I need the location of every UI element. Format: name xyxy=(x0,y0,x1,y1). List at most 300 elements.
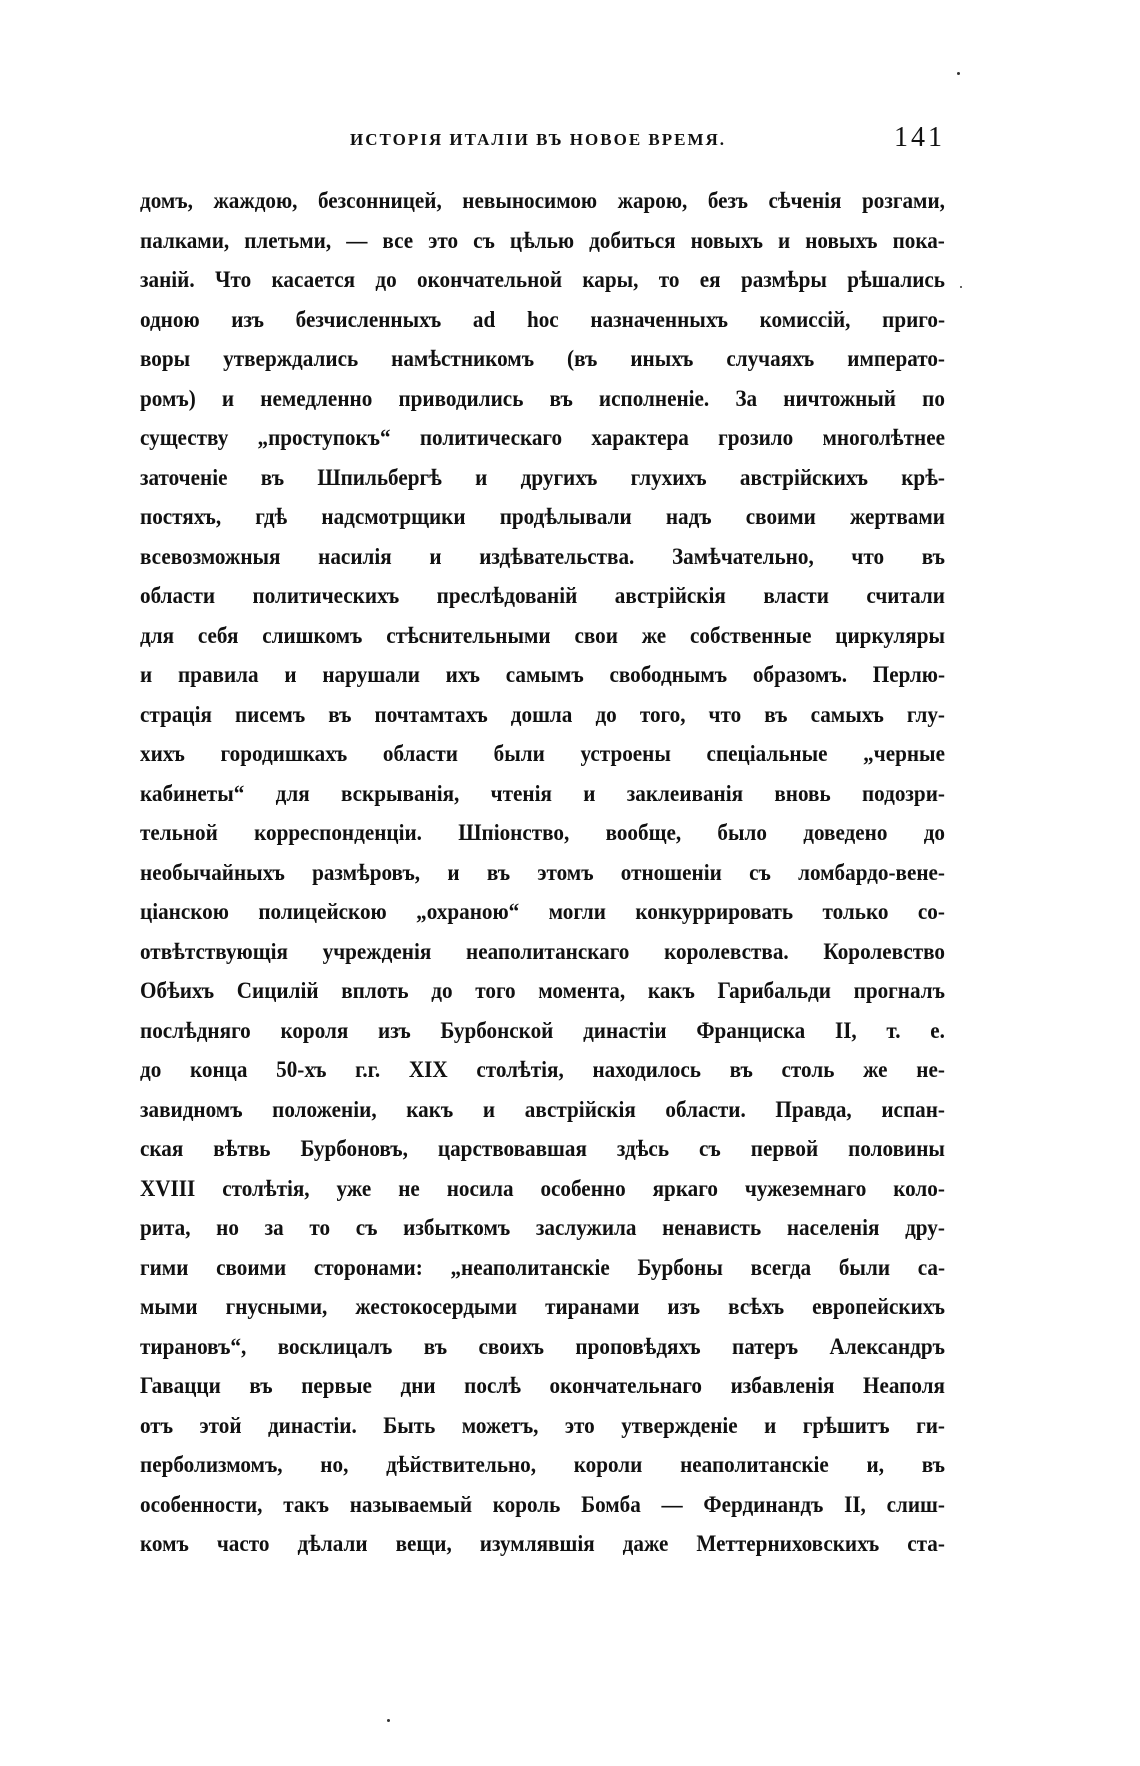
word: но, xyxy=(320,1452,349,1477)
word: образомъ. xyxy=(752,662,848,687)
word: и xyxy=(221,385,235,411)
word: же xyxy=(641,622,667,648)
word: столѣтія, xyxy=(476,1057,564,1082)
word: Фердинандъ xyxy=(703,1491,824,1517)
word: безсонницей, xyxy=(317,188,442,213)
word: устроены xyxy=(580,741,671,766)
word: съ xyxy=(749,859,771,885)
word: изъ xyxy=(667,1294,701,1319)
word: постяхъ, xyxy=(140,504,222,529)
word: приго- xyxy=(882,306,945,332)
word: страція xyxy=(140,701,212,727)
word: II, xyxy=(834,1017,857,1043)
word: корреспонденціи. xyxy=(254,820,422,845)
word: хихъ xyxy=(140,741,185,766)
word: этомъ xyxy=(537,859,594,885)
text-line xyxy=(140,181,945,221)
word: и xyxy=(482,1096,496,1122)
word: изумлявшія xyxy=(479,1531,595,1556)
word: одною xyxy=(140,306,200,332)
word: грѣшитъ xyxy=(802,1412,890,1438)
word: послѣдняго xyxy=(140,1017,251,1043)
word: вещи, xyxy=(395,1531,452,1556)
text-line xyxy=(140,537,945,577)
word: конца xyxy=(189,1057,248,1082)
word: ціанскою xyxy=(140,899,229,924)
word: рита, xyxy=(140,1215,191,1240)
word: называемый xyxy=(349,1491,473,1517)
word: ненависть xyxy=(662,1215,762,1240)
word: были xyxy=(493,741,545,766)
word: дѣлали xyxy=(297,1531,368,1556)
word: положеніи, xyxy=(272,1096,377,1122)
word: грозило xyxy=(718,425,794,450)
word: въ xyxy=(764,701,788,727)
word: перболизмомъ, xyxy=(140,1452,283,1477)
page-number: 141 xyxy=(894,122,945,153)
word: коло- xyxy=(893,1175,945,1201)
text-line xyxy=(140,932,945,972)
word: е. xyxy=(930,1017,945,1043)
word: короля xyxy=(280,1017,349,1043)
word: конкуррировать xyxy=(635,899,794,924)
word: новыхъ xyxy=(690,227,763,253)
word: невыносимою xyxy=(462,188,598,213)
word: неаполитанскіе xyxy=(680,1452,829,1477)
word: своими xyxy=(216,1254,287,1280)
word: тиранами xyxy=(545,1294,640,1319)
text-line xyxy=(140,1327,945,1367)
word: то xyxy=(309,1215,331,1240)
word: стѣснительными xyxy=(386,622,551,648)
word: восклицалъ xyxy=(277,1333,393,1359)
word: са- xyxy=(917,1254,945,1280)
word: дѣйствительно, xyxy=(386,1452,537,1477)
word: ская xyxy=(140,1136,184,1161)
word: въ xyxy=(260,464,285,490)
word: и xyxy=(429,543,442,569)
word: отношеніи xyxy=(620,859,722,885)
word: европейскихъ xyxy=(812,1294,945,1319)
word: даже xyxy=(622,1531,669,1556)
word: императо- xyxy=(847,346,945,371)
word: Александръ xyxy=(829,1333,945,1359)
text-line xyxy=(140,813,945,853)
word: добиться xyxy=(589,227,676,253)
word: первые xyxy=(301,1373,372,1398)
word: области xyxy=(140,583,216,608)
word: тирановъ“, xyxy=(140,1333,247,1359)
word: король xyxy=(492,1491,561,1517)
text-line xyxy=(140,1090,945,1130)
word: заслужила xyxy=(535,1215,637,1240)
text-line xyxy=(140,1406,945,1446)
word: дошла xyxy=(510,701,573,727)
word: того, xyxy=(639,701,686,727)
word: въ xyxy=(921,543,945,569)
word: ломбардо-вене- xyxy=(798,859,945,885)
word: размѣры xyxy=(740,267,827,292)
word: отъ xyxy=(140,1412,174,1438)
text-line xyxy=(140,300,945,340)
word: носила xyxy=(446,1175,514,1201)
word: дру- xyxy=(905,1215,945,1240)
word: политическихъ xyxy=(252,583,400,608)
word: гими xyxy=(140,1254,189,1280)
word: австрійскихъ xyxy=(739,464,868,490)
word: до xyxy=(375,267,397,292)
text-line xyxy=(140,1208,945,1248)
word: жертвами xyxy=(849,504,945,529)
word: глухихъ xyxy=(630,464,707,490)
word: Бурбоны xyxy=(637,1254,723,1280)
text-line xyxy=(140,1011,945,1051)
word: ги- xyxy=(916,1412,945,1438)
word: своихъ xyxy=(478,1333,545,1359)
word: жарою, xyxy=(617,188,688,213)
word: заній. xyxy=(140,267,195,292)
word: себя xyxy=(197,622,239,648)
word: въ xyxy=(328,701,352,727)
word: австрійскія xyxy=(614,583,726,608)
text-line xyxy=(140,892,945,932)
text-line xyxy=(140,1485,945,1525)
word: рѣшались xyxy=(847,267,945,292)
word: слиш- xyxy=(886,1491,945,1517)
word: ихъ xyxy=(445,662,480,687)
word: изъ xyxy=(231,306,264,332)
word: Королевство xyxy=(823,938,945,964)
text-line xyxy=(140,1248,945,1288)
word: Бурбонской xyxy=(440,1017,554,1043)
word: династіи xyxy=(583,1017,667,1043)
word: чужеземнаго xyxy=(744,1175,867,1201)
word: особенности, xyxy=(140,1491,263,1517)
text-line xyxy=(140,221,945,261)
word: утвержденіе xyxy=(621,1412,738,1438)
word: всѣхъ xyxy=(728,1294,785,1319)
word: розгами, xyxy=(861,188,945,213)
word: испан- xyxy=(881,1096,945,1122)
word: комъ xyxy=(140,1531,189,1556)
print-speck xyxy=(960,286,962,288)
word: въ xyxy=(249,1373,273,1398)
text-line xyxy=(140,655,945,695)
word: мыми xyxy=(140,1294,198,1319)
body-text xyxy=(140,181,945,1564)
word: окончательнаго xyxy=(549,1373,703,1398)
word: ad xyxy=(472,306,496,332)
text-line xyxy=(140,616,945,656)
word: въ xyxy=(921,1452,945,1477)
word: размѣровъ, xyxy=(312,859,421,885)
word: собственные xyxy=(690,622,812,648)
word: до xyxy=(923,820,945,845)
word: городишкахъ xyxy=(220,741,348,766)
word: не xyxy=(398,1175,420,1201)
word: За xyxy=(735,385,758,411)
word: неаполитанскаго xyxy=(465,938,630,964)
word: комиссій, xyxy=(759,306,851,332)
print-speck xyxy=(387,1719,390,1722)
word: всевозможныя xyxy=(140,543,281,569)
word: сторонами: xyxy=(313,1254,423,1280)
word: первой xyxy=(750,1136,819,1161)
word: заклеиванія xyxy=(626,780,744,806)
text-line xyxy=(140,1129,945,1169)
word: и, xyxy=(866,1452,885,1477)
word: жаждою, xyxy=(213,188,298,213)
word: нарушали xyxy=(322,662,420,687)
word: жестокосердыми xyxy=(355,1294,518,1319)
word: проповѣдяхъ xyxy=(575,1333,701,1359)
word: „охраною“ xyxy=(416,899,520,924)
word: и xyxy=(583,780,596,806)
word: находилось xyxy=(592,1057,701,1082)
word: короли xyxy=(573,1452,643,1477)
word: австрійскія xyxy=(524,1096,636,1122)
text-line xyxy=(140,1287,945,1327)
word: немедленно xyxy=(260,385,373,411)
word: что xyxy=(708,701,742,727)
word: „черные xyxy=(863,741,945,766)
word: „проступокъ“ xyxy=(257,425,391,450)
text-line xyxy=(140,418,945,458)
word: II, xyxy=(844,1491,866,1517)
word: можетъ, xyxy=(461,1412,539,1438)
word: Франциска xyxy=(696,1017,806,1043)
text-line xyxy=(140,458,945,498)
word: цѣлью xyxy=(509,227,575,253)
word: половины xyxy=(848,1136,945,1161)
word: Перлю- xyxy=(872,662,945,687)
word: вскрыванія, xyxy=(340,780,460,806)
word: Замѣчательно, xyxy=(672,543,814,569)
word: королевства. xyxy=(664,938,789,964)
word: власти xyxy=(763,583,829,608)
running-title: ИСТОРІЯ ИТАЛІИ ВЪ НОВОЕ ВРЕМЯ. xyxy=(350,130,727,149)
word: XIX xyxy=(408,1057,448,1082)
word: случаяхъ xyxy=(726,346,815,371)
word: вообще, xyxy=(605,820,682,845)
word: Бурбоновъ, xyxy=(300,1136,408,1161)
word: считали xyxy=(866,583,945,608)
word: послѣ xyxy=(464,1373,521,1398)
text-line xyxy=(140,1445,945,1485)
word: Гарибальди xyxy=(717,978,831,1003)
word: Меттерниховскихъ xyxy=(696,1531,880,1556)
word: палками, xyxy=(140,227,230,253)
word: 50-хъ xyxy=(276,1057,327,1082)
word: избыткомъ xyxy=(403,1215,511,1240)
word: что xyxy=(851,543,885,569)
word: самыхъ xyxy=(810,701,884,727)
word: избавленія xyxy=(730,1373,835,1398)
text-line xyxy=(140,853,945,893)
word: этой xyxy=(199,1412,242,1438)
text-line xyxy=(140,1524,945,1564)
word: существу xyxy=(140,425,229,450)
word: крѣ- xyxy=(901,464,945,490)
word: иныхъ xyxy=(630,346,694,371)
word: политическаго xyxy=(419,425,563,450)
word: г.г. xyxy=(355,1057,381,1082)
word: окончательной xyxy=(417,267,563,292)
word: приводились xyxy=(398,385,524,411)
word: и xyxy=(475,464,488,490)
print-speck xyxy=(957,72,960,75)
word: вплоть xyxy=(341,978,409,1003)
word: всегда xyxy=(750,1254,812,1280)
word: области xyxy=(382,741,458,766)
word: области. xyxy=(665,1096,746,1122)
word: династіи. xyxy=(267,1412,357,1438)
word: заточеніе xyxy=(140,464,228,490)
word: яркаго xyxy=(652,1175,718,1201)
word: Шпіонство, xyxy=(458,820,570,845)
word: царствовавшая xyxy=(437,1136,587,1161)
word: это xyxy=(564,1412,595,1438)
word: (въ xyxy=(567,346,598,371)
word: столѣтія, xyxy=(222,1175,310,1201)
word: завидномъ xyxy=(140,1096,243,1122)
word: такъ xyxy=(283,1491,329,1517)
text-line xyxy=(140,576,945,616)
word: Что xyxy=(214,267,252,292)
word: до xyxy=(140,1057,162,1082)
word: какъ xyxy=(406,1096,454,1122)
word: могли xyxy=(548,899,606,924)
word: были xyxy=(838,1254,891,1280)
text-line xyxy=(140,774,945,814)
word: дни xyxy=(400,1373,436,1398)
word: другихъ xyxy=(520,464,598,490)
word: спеціальные xyxy=(706,741,828,766)
word: по xyxy=(922,385,945,411)
word: со- xyxy=(917,899,945,924)
word: только xyxy=(822,899,889,924)
word: и xyxy=(140,662,153,687)
word: Гавацци xyxy=(140,1373,221,1398)
word: продѣлывали xyxy=(499,504,632,529)
word: часто xyxy=(216,1531,270,1556)
word: въ xyxy=(423,1333,448,1359)
word: кабинеты“ xyxy=(140,780,245,806)
text-line xyxy=(140,734,945,774)
word: тельной xyxy=(140,820,218,845)
word: для xyxy=(275,780,310,806)
word: то xyxy=(658,267,680,292)
word: за xyxy=(264,1215,284,1240)
word: до xyxy=(431,978,453,1003)
word: столь xyxy=(781,1057,835,1082)
word: было xyxy=(717,820,767,845)
text-line xyxy=(140,971,945,1011)
word: здѣсь xyxy=(616,1136,670,1161)
word: писемъ xyxy=(234,701,306,727)
word: Быть xyxy=(383,1412,436,1438)
word: подозри- xyxy=(861,780,945,806)
word: Шпильбергѣ xyxy=(317,464,442,490)
word: ромъ) xyxy=(140,385,196,411)
word: уже xyxy=(336,1175,372,1201)
word: и xyxy=(284,662,297,687)
text-line xyxy=(140,260,945,300)
word: особенно xyxy=(540,1175,626,1201)
word: и xyxy=(447,859,460,885)
word: т. xyxy=(886,1017,901,1043)
word: новыхъ xyxy=(805,227,878,253)
word: Обѣихъ xyxy=(140,978,215,1003)
word: намѣстникомъ xyxy=(391,346,535,371)
word: самымъ xyxy=(505,662,584,687)
word: гдѣ xyxy=(255,504,288,529)
word: прогналъ xyxy=(853,978,945,1003)
text-line xyxy=(140,1169,945,1209)
word: надъ xyxy=(665,504,712,529)
word: преслѣдованій xyxy=(436,583,578,608)
word: какъ xyxy=(647,978,695,1003)
word: не- xyxy=(916,1057,945,1082)
word: свои xyxy=(574,622,618,648)
word: въ xyxy=(729,1057,753,1082)
word: но xyxy=(216,1215,239,1240)
word: въ xyxy=(549,385,573,411)
word: и xyxy=(777,227,791,253)
word: насилія xyxy=(318,543,392,569)
word: и xyxy=(764,1412,777,1438)
word: назначенныхъ xyxy=(590,306,728,332)
word: исполненіе. xyxy=(598,385,710,411)
word: безчисленныхъ xyxy=(295,306,442,332)
word: Сицилій xyxy=(236,978,319,1003)
word: полицейскою xyxy=(258,899,387,924)
word: съ xyxy=(473,227,495,253)
word: момента, xyxy=(538,978,626,1003)
word: патеръ xyxy=(732,1333,799,1359)
word: до xyxy=(595,701,617,727)
word: съ xyxy=(355,1215,378,1240)
word: учрежденія xyxy=(322,938,432,964)
word: все xyxy=(382,227,414,253)
word: доведено xyxy=(803,820,888,845)
word: изъ xyxy=(378,1017,411,1043)
word: издѣвательства. xyxy=(479,543,635,569)
text-line xyxy=(140,1050,945,1090)
text-line xyxy=(140,1366,945,1406)
word: свободнымъ xyxy=(609,662,728,687)
word: плетьми, xyxy=(244,227,332,253)
word: Неаполя xyxy=(862,1373,945,1398)
word: надсмотрщики xyxy=(321,504,466,529)
word: — xyxy=(661,1491,683,1517)
word: для xyxy=(140,622,175,648)
text-line xyxy=(140,497,945,537)
word: циркуляры xyxy=(835,622,945,648)
word: ничтожный xyxy=(783,385,897,411)
word: необычайныхъ xyxy=(140,859,285,885)
word: кары, xyxy=(582,267,639,292)
word: почтамтахъ xyxy=(374,701,488,727)
word: характера xyxy=(591,425,689,450)
text-line xyxy=(140,695,945,735)
word: съ xyxy=(699,1136,721,1161)
word: того xyxy=(475,978,516,1003)
word: пока- xyxy=(892,227,945,253)
word: отвѣтствующія xyxy=(140,938,288,964)
word: гнусными, xyxy=(225,1294,328,1319)
word: касается xyxy=(271,267,356,292)
